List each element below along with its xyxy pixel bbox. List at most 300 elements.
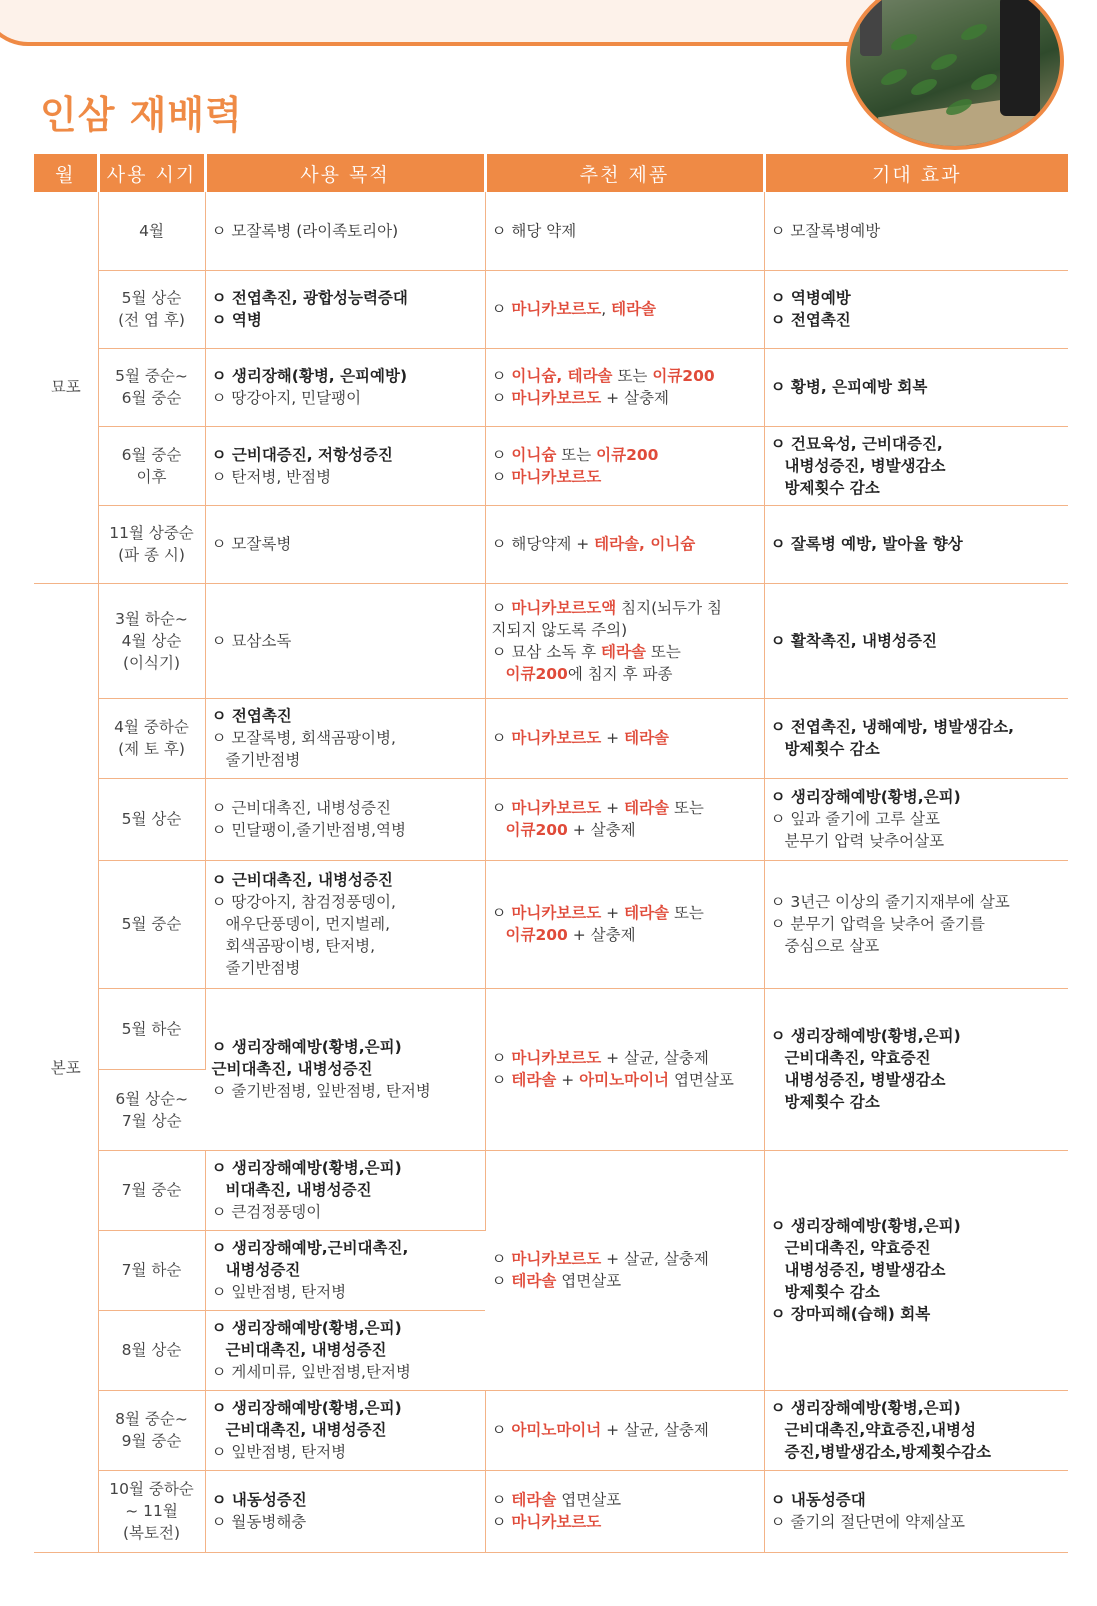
- purpose-line: [212, 1489, 479, 1511]
- purpose-text: ㅇ 역병: [211, 311, 262, 329]
- product-name: 이니슘, 테라솔: [511, 367, 613, 385]
- purpose-text: 회색곰팡이병, 탄저병,: [225, 937, 376, 955]
- effect-cell: [764, 192, 1068, 270]
- effect-text: ㅇ 내동성증대: [770, 1491, 866, 1509]
- purpose-text: ㅇ 전엽촉진: [211, 707, 292, 725]
- usage-time-line: 10월 중하순: [109, 1480, 194, 1498]
- effect-text: ㅇ 장마피해(습해) 회복: [770, 1305, 931, 1323]
- product-line: [492, 533, 758, 555]
- effect-text: ㅇ 생리장해예방(황병,은피): [770, 1217, 961, 1235]
- product-text: +: [601, 904, 625, 922]
- effect-line: [771, 738, 1063, 760]
- purpose-line: [212, 1058, 479, 1080]
- purpose-line: [212, 1511, 479, 1533]
- effect-cell: [764, 860, 1068, 988]
- product-line: [492, 902, 758, 924]
- effect-cell: [764, 698, 1068, 778]
- usage-time-line: 8월 상순: [121, 1341, 182, 1359]
- table-row: [34, 348, 1068, 426]
- effect-line: [771, 1441, 1063, 1463]
- product-line: [492, 1270, 758, 1292]
- product-line: [492, 444, 758, 466]
- product-text: ㅇ 해당약제 +: [491, 535, 595, 553]
- purpose-line: [212, 220, 479, 242]
- effect-text: ㅇ 활착촉진, 내병성증진: [770, 631, 937, 650]
- usage-time-line: 7월 상순: [121, 1111, 182, 1130]
- purpose-text: 줄기반점병: [225, 959, 301, 977]
- product-name: 이큐200: [505, 821, 568, 839]
- effect-line: [771, 1397, 1063, 1419]
- product-text: ,: [601, 300, 612, 318]
- purpose-text: ㅇ 근비대촉진, 내병성증진: [211, 871, 393, 889]
- product-name: 테라솔: [511, 1071, 557, 1089]
- purpose-text: ㅇ 잎반점병, 탄저병: [211, 1443, 347, 1461]
- purpose-text: ㅇ 줄기반점병, 잎반점병, 탄저병: [211, 1082, 431, 1100]
- product-name: 마니카보르도: [511, 467, 602, 486]
- effect-line: [771, 716, 1063, 738]
- purpose-text: ㅇ 생리장해예방(황병,은피): [211, 1038, 402, 1056]
- effect-line: [771, 1303, 1063, 1325]
- product-line: [492, 1248, 758, 1270]
- product-name: 테라솔: [624, 904, 670, 922]
- usage-time: [98, 1069, 205, 1150]
- effect-line: [771, 935, 1063, 957]
- product-line: [492, 466, 758, 488]
- purpose-cell: [205, 988, 485, 1150]
- product-line: [492, 220, 758, 242]
- product-text: ㅇ: [491, 1421, 512, 1439]
- effect-cell: [764, 988, 1068, 1150]
- product-cell: [485, 270, 764, 348]
- table-row: [34, 1470, 1068, 1552]
- purpose-line: [212, 869, 479, 891]
- purpose-text: ㅇ 땅강아지, 참검정풍뎅이,: [211, 893, 396, 911]
- effect-text: ㅇ 잘록병 예방, 발아율 향상: [770, 535, 963, 553]
- purpose-text: ㅇ 큰검정풍뎅이: [211, 1203, 322, 1221]
- effect-text: ㅇ 황병, 은피예방 회복: [770, 378, 928, 396]
- effect-text: ㅇ 생리장해예방(황병,은피): [770, 1399, 961, 1417]
- product-line: [492, 924, 758, 946]
- product-text: + 살균, 살충제: [601, 1421, 709, 1439]
- product-line: [492, 1419, 758, 1441]
- usage-time: [98, 1470, 205, 1552]
- product-text: ㅇ 해당 약제: [491, 221, 577, 240]
- product-text: ㅇ: [491, 467, 512, 486]
- purpose-cell: [205, 1150, 485, 1230]
- product-text: ㅇ: [491, 598, 512, 617]
- product-cell: [485, 1470, 764, 1552]
- product-name: 이니슘: [511, 445, 557, 464]
- purpose-cell: [205, 698, 485, 778]
- effect-line: [771, 309, 1063, 331]
- usage-time-line: 6월 중순: [121, 445, 182, 464]
- usage-time-line: 5월 중순~: [115, 367, 188, 385]
- effect-line: [771, 808, 1063, 830]
- product-cell: [485, 1150, 764, 1390]
- product-text: 또는: [612, 367, 653, 385]
- product-text: ㅇ: [491, 1049, 512, 1067]
- product-line: [492, 365, 758, 387]
- purpose-line: [212, 1419, 479, 1441]
- usage-time-line: (복토전): [122, 1524, 180, 1542]
- product-name: 테라솔: [511, 1272, 557, 1290]
- product-text: ㅇ: [491, 904, 512, 922]
- product-text: ㅇ: [491, 1491, 512, 1509]
- purpose-text: ㅇ 게세미류, 잎반점병,탄저병: [211, 1363, 411, 1381]
- product-cell: [485, 348, 764, 426]
- purpose-line: [212, 1201, 479, 1223]
- product-line: [492, 663, 758, 685]
- purpose-cell: [205, 1310, 485, 1390]
- product-text: 침지(뇌두가 침: [616, 598, 722, 617]
- product-text: 또는: [669, 904, 704, 922]
- usage-time: [98, 1390, 205, 1470]
- table-row: [34, 698, 1068, 778]
- product-name: 이큐200: [505, 926, 568, 944]
- product-text: 엽면살포: [669, 1071, 734, 1089]
- purpose-text: ㅇ 전엽촉진, 광합성능력증대: [211, 289, 408, 307]
- usage-time-line: (제 토 후): [118, 740, 185, 758]
- usage-time: [98, 698, 205, 778]
- effect-text: 중심으로 살포: [784, 937, 880, 955]
- product-name: 테라솔: [611, 300, 657, 318]
- product-text: ㅇ: [491, 1513, 512, 1531]
- product-text: ㅇ: [491, 799, 512, 817]
- usage-time-line: (파 종 시): [118, 546, 185, 564]
- product-cell: [485, 192, 764, 270]
- effect-line: [771, 1025, 1063, 1047]
- effect-text: 방제횟수 감소: [784, 478, 880, 497]
- effect-text: ㅇ 3년근 이상의 줄기지재부에 살포: [770, 893, 1010, 911]
- product-text: 엽면살포: [556, 1491, 622, 1509]
- product-name: 테라솔: [511, 1491, 557, 1509]
- purpose-line: [212, 749, 479, 771]
- product-text: ㅇ: [491, 445, 512, 464]
- usage-time: [98, 583, 205, 698]
- purpose-text: ㅇ 묘삼소독: [211, 631, 292, 650]
- purpose-line: [212, 1157, 479, 1179]
- purpose-line: [212, 891, 479, 913]
- usage-time-line: 5월 상순: [121, 810, 182, 828]
- purpose-line: [212, 913, 479, 935]
- purpose-line: [212, 1317, 480, 1339]
- product-text: +: [601, 799, 625, 817]
- effect-text: 분무기 압력 낮추어살포: [784, 832, 945, 850]
- product-name: 테라솔: [624, 799, 670, 817]
- usage-time: [98, 192, 205, 270]
- ginseng-field-photo: [846, 0, 1064, 150]
- usage-time-line: ~ 11월: [125, 1502, 178, 1520]
- effect-cell: [764, 348, 1068, 426]
- usage-time-line: 4월: [139, 221, 164, 240]
- purpose-line: [212, 1441, 479, 1463]
- purpose-line: [212, 630, 479, 652]
- purpose-line: [212, 705, 479, 727]
- header-purpose: 사용 목적: [205, 154, 485, 192]
- product-text: ㅇ: [491, 300, 512, 318]
- effect-line: [771, 287, 1063, 309]
- effect-line: [771, 220, 1063, 242]
- product-cell: [485, 583, 764, 698]
- product-text: ㅇ: [491, 1272, 512, 1290]
- effect-cell: [764, 778, 1068, 860]
- product-name: 마니카보르도: [511, 1250, 602, 1268]
- purpose-cell: [205, 778, 485, 860]
- product-line: [492, 619, 758, 641]
- effect-line: [771, 630, 1063, 652]
- header-row: [34, 154, 1068, 192]
- product-text: ㅇ 묘삼 소독 후: [491, 642, 602, 661]
- usage-time-line: 9월 중순: [121, 1432, 182, 1450]
- purpose-line: [212, 1259, 480, 1281]
- product-cell: [485, 778, 764, 860]
- purpose-text: ㅇ 탄저병, 반점병: [211, 467, 332, 486]
- product-cell: [485, 505, 764, 583]
- product-cell: [485, 988, 764, 1150]
- purpose-cell: [205, 270, 485, 348]
- effect-text: ㅇ 모잘록병예방: [770, 221, 881, 240]
- product-text: ㅇ: [491, 389, 512, 407]
- header-month: 월: [34, 154, 98, 192]
- purpose-text: 근비대촉진, 내병성증진: [225, 1341, 387, 1359]
- effect-text: 근비대촉진, 약효증진: [784, 1239, 931, 1257]
- effect-line: [771, 891, 1063, 913]
- product-name: 마니카보르도액: [511, 598, 617, 617]
- effect-text: ㅇ 전엽촉진, 냉해예방, 병발생감소,: [770, 718, 1014, 736]
- usage-time: [98, 860, 205, 988]
- product-text: ㅇ: [491, 729, 512, 747]
- product-name: 마니카보르도: [511, 300, 602, 318]
- purpose-line: [212, 533, 479, 555]
- table-row: [34, 426, 1068, 505]
- purpose-cell: [205, 860, 485, 988]
- effect-line: [771, 433, 1063, 455]
- effect-line: [771, 1091, 1063, 1113]
- usage-time: [98, 1310, 205, 1390]
- purpose-text: ㅇ 땅강아지, 민달팽이: [211, 389, 362, 407]
- section-main-field: 본포: [34, 583, 98, 1552]
- page-title: 인삼 재배력: [40, 93, 243, 137]
- purpose-text: ㅇ 생리장해예방(황병,은피): [211, 1399, 402, 1417]
- product-line: [492, 819, 758, 841]
- usage-time-line: (이식기): [122, 653, 180, 672]
- purpose-text: 줄기반점병: [225, 751, 301, 769]
- effect-line: [771, 376, 1063, 398]
- effect-line: [771, 1259, 1063, 1281]
- usage-time-line: (전 엽 후): [118, 311, 185, 329]
- product-text: 또는: [669, 799, 704, 817]
- product-text: + 살충제: [601, 389, 670, 407]
- table-row: [34, 1390, 1068, 1470]
- effect-text: ㅇ 분무기 압력을 낮추어 줄기를: [770, 915, 985, 933]
- cultivation-schedule-table: [34, 154, 1068, 1553]
- purpose-line: [212, 309, 479, 331]
- effect-text: ㅇ 생리장해예방(황병,은피): [770, 788, 961, 806]
- product-text: 엽면살포: [556, 1272, 622, 1290]
- product-line: [492, 641, 758, 663]
- purpose-text: ㅇ 월동병해충: [211, 1513, 307, 1531]
- effect-line: [771, 1215, 1063, 1237]
- product-cell: [485, 698, 764, 778]
- product-text: + 살충제: [567, 926, 636, 944]
- product-text: ㅇ: [491, 1250, 512, 1268]
- effect-text: ㅇ 전엽촉진: [770, 311, 851, 329]
- effect-cell: [764, 426, 1068, 505]
- header-usage-time: 사용 시기: [98, 154, 205, 192]
- product-text: + 살균, 살충제: [601, 1049, 709, 1067]
- purpose-line: [212, 1397, 479, 1419]
- effect-text: ㅇ 줄기의 절단면에 약제살포: [770, 1513, 965, 1531]
- effect-line: [771, 1511, 1063, 1533]
- purpose-text: ㅇ 내동성증진: [211, 1491, 307, 1509]
- product-name: 테라솔, 이니슘: [594, 535, 696, 553]
- purpose-text: 내병성증진: [225, 1261, 301, 1279]
- product-line: [492, 298, 758, 320]
- effect-line: [771, 786, 1063, 808]
- product-line: [492, 727, 758, 749]
- effect-cell: [764, 1470, 1068, 1552]
- purpose-text: ㅇ 생리장해예방(황병,은피): [211, 1319, 402, 1337]
- product-line: [492, 1489, 758, 1511]
- product-name: 테라솔: [624, 729, 670, 747]
- purpose-text: 애우단풍뎅이, 먼지벌레,: [225, 915, 391, 933]
- product-line: [492, 1069, 758, 1091]
- table-row: [34, 1150, 1068, 1230]
- purpose-line: [212, 466, 479, 488]
- table-row: [34, 583, 1068, 698]
- usage-time: [98, 505, 205, 583]
- usage-time-line: 6월 중순: [121, 389, 182, 407]
- product-name: 마니카보르도: [511, 389, 602, 407]
- section-seedbed: 묘포: [34, 192, 98, 583]
- effect-line: [771, 1419, 1063, 1441]
- purpose-line: [212, 935, 479, 957]
- purpose-cell: [205, 505, 485, 583]
- purpose-text: ㅇ 민달팽이,줄기반점병,역병: [211, 821, 406, 839]
- usage-time: [98, 348, 205, 426]
- purpose-line: [212, 1237, 480, 1259]
- header-product: 추천 제품: [485, 154, 764, 192]
- effect-cell: [764, 583, 1068, 698]
- product-name: 마니카보르도: [511, 729, 602, 747]
- usage-time: [98, 1230, 205, 1310]
- effect-line: [771, 1281, 1063, 1303]
- effect-text: 내병성증진, 병발생감소: [784, 456, 946, 475]
- usage-time: [98, 988, 205, 1069]
- purpose-text: 비대촉진, 내병성증진: [225, 1181, 372, 1199]
- product-line: [492, 387, 758, 409]
- purpose-line: [212, 1361, 480, 1383]
- product-name: 아미노마이너: [511, 1421, 602, 1439]
- purpose-cell: [205, 192, 485, 270]
- product-name: 아미노마이너: [579, 1071, 670, 1089]
- purpose-text: ㅇ 생리장해예방(황병,은피): [211, 1159, 402, 1177]
- product-text: +: [601, 729, 625, 747]
- purpose-line: [212, 365, 479, 387]
- effect-text: 방제횟수 감소: [784, 740, 880, 758]
- product-name: 이큐200: [596, 445, 659, 464]
- purpose-line: [212, 387, 479, 409]
- purpose-text: ㅇ 생리장해예방,근비대촉진,: [211, 1239, 409, 1257]
- usage-time-line: 8월 중순~: [115, 1410, 188, 1428]
- purpose-text: ㅇ 근비대촉진, 내병성증진: [211, 799, 391, 817]
- purpose-line: [212, 1339, 480, 1361]
- table-row: [34, 505, 1068, 583]
- effect-line: [771, 830, 1063, 852]
- effect-line: [771, 1237, 1063, 1259]
- purpose-text: ㅇ 생리장해(황병, 은피예방): [211, 367, 408, 385]
- purpose-cell: [205, 583, 485, 698]
- usage-time-line: 5월 상순: [121, 289, 182, 307]
- purpose-cell: [205, 1390, 485, 1470]
- purpose-line: [212, 1281, 480, 1303]
- purpose-line: [212, 819, 479, 841]
- usage-time-line: 이후: [136, 467, 167, 486]
- purpose-text: ㅇ 모잘록병: [211, 535, 292, 553]
- product-text: 또는: [556, 445, 597, 464]
- product-name: 이큐200: [652, 367, 715, 385]
- product-cell: [485, 860, 764, 988]
- effect-text: 증진,병발생감소,방제횟수감소: [784, 1443, 991, 1461]
- usage-time-line: 5월 중순: [121, 915, 182, 933]
- usage-time: [98, 270, 205, 348]
- effect-cell: [764, 505, 1068, 583]
- usage-time-line: 7월 하순: [121, 1261, 182, 1279]
- usage-time-line: 11월 상중순: [109, 524, 194, 542]
- usage-time: [98, 778, 205, 860]
- purpose-line: [212, 797, 479, 819]
- product-name: 마니카보르도: [511, 799, 602, 817]
- usage-time: [98, 1150, 205, 1230]
- effect-text: 내병성증진, 병발생감소: [784, 1261, 946, 1279]
- effect-text: ㅇ 잎과 줄기에 고루 살포: [770, 810, 940, 828]
- purpose-text: 근비대촉진, 내병성증진: [225, 1421, 387, 1439]
- effect-text: 근비대촉진, 약효증진: [784, 1049, 931, 1067]
- product-text: 에 침지 후 파종: [567, 664, 673, 683]
- product-text: + 살충제: [567, 821, 636, 839]
- effect-text: 방제횟수 감소: [784, 1283, 880, 1301]
- purpose-cell: [205, 1470, 485, 1552]
- product-text: 또는: [645, 642, 681, 661]
- product-name: 마니카보르도: [511, 1513, 602, 1531]
- purpose-text: ㅇ 모잘록병 (라이족토리아): [211, 221, 399, 240]
- purpose-text: ㅇ 잎반점병, 탄저병: [211, 1283, 347, 1301]
- product-name: 마니카보르도: [511, 1049, 602, 1067]
- effect-line: [771, 477, 1063, 499]
- product-line: [492, 1511, 758, 1533]
- table-row: [34, 860, 1068, 988]
- product-cell: [485, 426, 764, 505]
- purpose-cell: [205, 348, 485, 426]
- purpose-line: [212, 727, 479, 749]
- effect-text: ㅇ 생리장해예방(황병,은피): [770, 1027, 961, 1045]
- effect-text: 방제횟수 감소: [784, 1093, 880, 1111]
- effect-text: 내병성증진, 병발생감소: [784, 1071, 946, 1089]
- purpose-line: [212, 1179, 479, 1201]
- purpose-cell: [205, 1230, 485, 1310]
- product-text: ㅇ: [491, 1071, 512, 1089]
- usage-time-line: 4월 상순: [121, 631, 182, 650]
- table-row: [34, 192, 1068, 270]
- purpose-cell: [205, 426, 485, 505]
- product-name: 마니카보르도: [511, 904, 602, 922]
- product-text: ㅇ: [491, 367, 512, 385]
- effect-cell: [764, 1390, 1068, 1470]
- effect-line: [771, 533, 1063, 555]
- effect-text: ㅇ 역병예방: [770, 289, 851, 307]
- product-text: +: [556, 1071, 580, 1089]
- effect-line: [771, 455, 1063, 477]
